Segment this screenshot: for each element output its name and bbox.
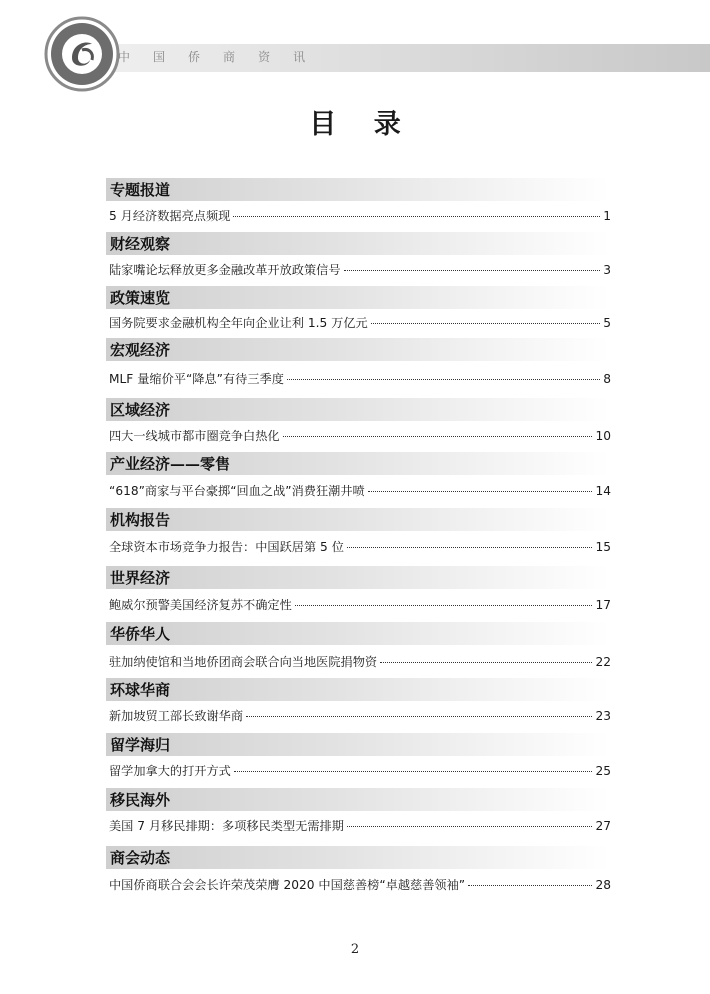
entry-title: 留学加拿大的打开方式	[109, 764, 231, 778]
section-heading-bar	[106, 338, 610, 361]
dot-leader	[347, 826, 593, 827]
header-char: 资	[258, 50, 271, 64]
header-char: 侨	[188, 50, 201, 64]
section-heading: 环球华商	[110, 681, 171, 699]
toc-section	[106, 788, 611, 833]
toc-section	[106, 398, 611, 443]
section-heading-bar	[106, 788, 610, 811]
entry-page: 14	[595, 484, 611, 498]
toc-entry[interactable]	[109, 314, 611, 332]
toc-section	[106, 733, 611, 778]
entry-title: MLF 量缩价平“降息”有待三季度	[109, 372, 284, 386]
toc-section	[106, 338, 611, 386]
entry-title: 鲍威尔预警美国经济复苏不确定性	[109, 598, 292, 612]
toc-section	[106, 508, 611, 554]
toc-entry[interactable]	[109, 707, 611, 725]
toc-entry[interactable]	[109, 653, 611, 671]
entry-page: 15	[595, 540, 611, 554]
section-heading-bar	[106, 566, 610, 589]
entry-title: 美国 7 月移民排期：多项移民类型无需排期	[109, 819, 344, 833]
toc-entry[interactable]	[109, 596, 611, 614]
dot-leader	[368, 491, 593, 492]
header-title	[118, 48, 328, 65]
entry-page: 23	[595, 709, 611, 723]
toc-section	[106, 452, 611, 498]
section-heading: 专题报道	[110, 181, 171, 199]
section-heading: 移民海外	[110, 791, 171, 809]
toc-section	[106, 286, 611, 330]
page-title: 目 录	[309, 109, 415, 140]
section-heading-bar	[106, 733, 610, 756]
dot-leader	[287, 379, 600, 380]
toc-entry[interactable]	[109, 427, 611, 445]
entry-page: 3	[603, 263, 611, 277]
toc-entry[interactable]	[109, 538, 611, 556]
dot-leader	[295, 605, 593, 606]
entry-title: 陆家嘴论坛释放更多金融改革开放政策信号	[109, 263, 341, 277]
section-heading: 机构报告	[110, 511, 171, 529]
entry-page: 17	[595, 598, 611, 612]
entry-title: 四大一线城市都市圈竞争白热化	[109, 429, 280, 443]
section-heading: 宏观经济	[110, 341, 171, 359]
section-heading: 区域经济	[110, 401, 171, 419]
entry-page: 28	[595, 878, 611, 892]
entry-title: 中国侨商联合会会长许荣茂荣膺 2020 中国慈善榜“卓越慈善领袖”	[109, 878, 466, 892]
toc-entry[interactable]	[109, 817, 611, 835]
dot-leader	[371, 323, 601, 324]
toc-entry[interactable]	[109, 370, 611, 388]
dot-leader	[246, 716, 592, 717]
entry-page: 5	[603, 316, 611, 330]
dot-leader	[233, 216, 600, 217]
section-heading: 财经观察	[110, 235, 171, 253]
header-char: 中	[118, 50, 131, 64]
toc-section	[106, 678, 611, 723]
entry-page: 27	[595, 819, 611, 833]
logo-icon	[42, 14, 122, 94]
entry-page: 25	[595, 764, 611, 778]
header-char: 商	[223, 50, 236, 64]
section-heading: 世界经济	[110, 569, 171, 587]
toc-entry[interactable]	[109, 482, 611, 500]
entry-page: 8	[603, 372, 611, 386]
section-heading: 政策速览	[110, 289, 171, 307]
section-heading-bar	[106, 232, 610, 255]
dot-leader	[380, 662, 592, 663]
header-char: 国	[153, 50, 166, 64]
section-heading: 华侨华人	[110, 625, 171, 643]
section-heading-bar	[106, 286, 610, 309]
entry-title: 驻加纳使馆和当地侨团商会联合向当地医院捐物资	[109, 655, 378, 669]
toc-entry[interactable]	[109, 207, 611, 225]
section-heading-bar	[106, 678, 610, 701]
section-heading-bar	[106, 622, 610, 645]
section-heading: 留学海归	[110, 736, 171, 754]
section-heading-bar	[106, 508, 610, 531]
entry-title: 国务院要求金融机构全年向企业让利 1.5 万亿元	[109, 316, 368, 330]
page-number: 2	[350, 942, 360, 957]
toc-entry[interactable]	[109, 876, 611, 894]
section-heading: 商会动态	[110, 849, 171, 867]
dot-leader	[234, 771, 593, 772]
entry-title: 新加坡贸工部长致谢华商	[109, 709, 244, 723]
dot-leader	[468, 885, 592, 886]
dot-leader	[347, 547, 593, 548]
section-heading-bar	[106, 452, 610, 475]
toc-entry[interactable]	[109, 261, 611, 279]
toc-section	[106, 622, 611, 669]
entry-page: 10	[595, 429, 611, 443]
toc-entry[interactable]	[109, 762, 611, 780]
header-char: 讯	[293, 50, 306, 64]
toc-section	[106, 178, 611, 223]
entry-title: “618”商家与平台豪掷“回血之战”消费狂潮井喷	[109, 484, 365, 498]
entry-title: 5 月经济数据亮点频现	[109, 209, 231, 223]
dot-leader	[283, 436, 593, 437]
section-heading: 产业经济——零售	[110, 455, 231, 473]
toc-section	[106, 566, 611, 612]
section-heading-bar	[106, 178, 610, 201]
toc-section	[106, 232, 611, 277]
toc-section	[106, 846, 611, 892]
entry-page: 22	[595, 655, 611, 669]
section-heading-bar	[106, 846, 610, 869]
dot-leader	[344, 270, 601, 271]
entry-title: 全球资本市场竞争力报告：中国跃居第 5 位	[109, 540, 344, 554]
section-heading-bar	[106, 398, 610, 421]
entry-page: 1	[603, 209, 611, 223]
